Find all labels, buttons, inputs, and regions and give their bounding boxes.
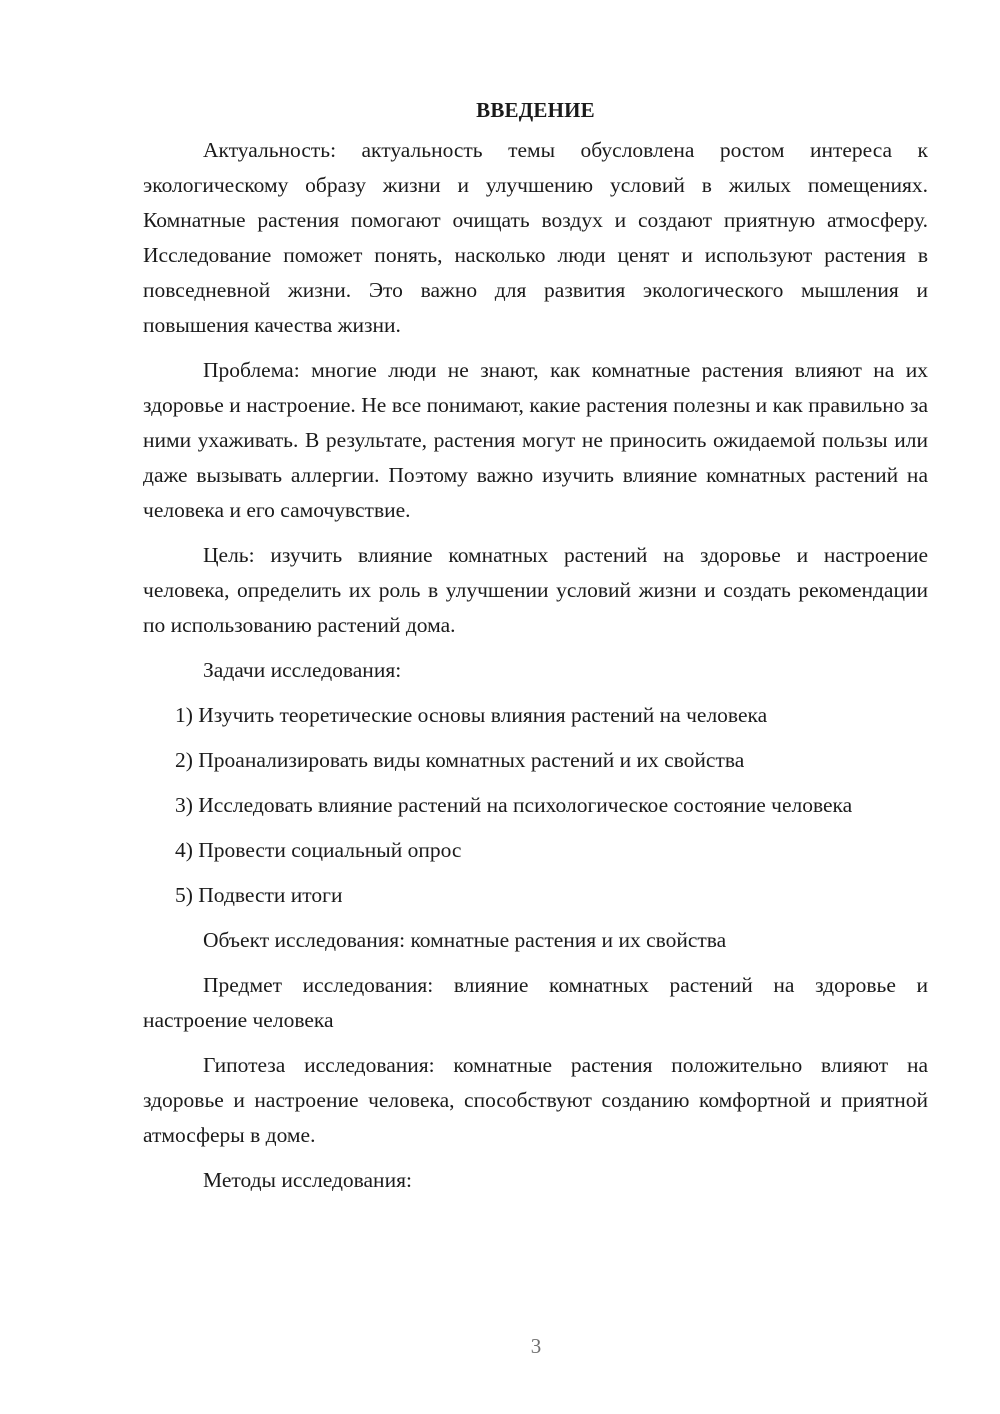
task-item-1: 1) Изучить теоретические основы влияния растений на человека	[175, 703, 768, 727]
task-item-3: 3) Исследовать влияние растений на психологическое состояние человека	[175, 793, 853, 817]
paragraph-goal: Цель: изучить влияние комнатных растений на здоровье и настроение человека, определить их роль в улучшении условий жизни и создать рекомендации по использованию растений дома.	[143, 543, 928, 637]
paragraph-subject: Предмет исследования: влияние комнатных растений на здоровье и настроение человека	[143, 973, 928, 1032]
methods-title: Методы исследования:	[203, 1168, 412, 1192]
task-item-4: 4) Провести социальный опрос	[175, 838, 462, 862]
page-content	[143, 95, 928, 1198]
page-number: 3	[530, 1334, 542, 1358]
paragraph-relevance: Актуальность: актуальность темы обусловлена ростом интереса к экологическому образу жизни и улучшению условий в жилых помещениях. Комнатные растения помогают очищать воздух и создают приятную атмосферу. Исследование поможет понять, насколько люди ценят и используют растения в повседневной жизни. Это важно для развития экологического мышления и повышения качества жизни.	[143, 138, 928, 337]
paragraph-problem: Проблема: многие люди не знают, как комнатные растения влияют на их здоровье и настроение. Не все понимают, какие растения полезны и как правильно за ними ухаживать. В результате, растения могут не приносить ожидаемой пользы или даже вызывать аллергии. Поэтому важно изучить влияние комнатных растений на человека и его самочувствие.	[143, 358, 928, 522]
task-item-2: 2) Проанализировать виды комнатных растений и их свойства	[175, 748, 745, 772]
paragraph-hypothesis: Гипотеза исследования: комнатные растения положительно влияют на здоровье и настроение человека, способствуют созданию комфортной и приятной атмосферы в доме.	[143, 1053, 928, 1147]
task-item-5: 5) Подвести итоги	[175, 883, 343, 907]
paragraph-object: Объект исследования: комнатные растения и их свойства	[203, 928, 727, 952]
section-heading: ВВЕДЕНИЕ	[476, 98, 595, 122]
tasks-title: Задачи исследования:	[203, 658, 402, 682]
